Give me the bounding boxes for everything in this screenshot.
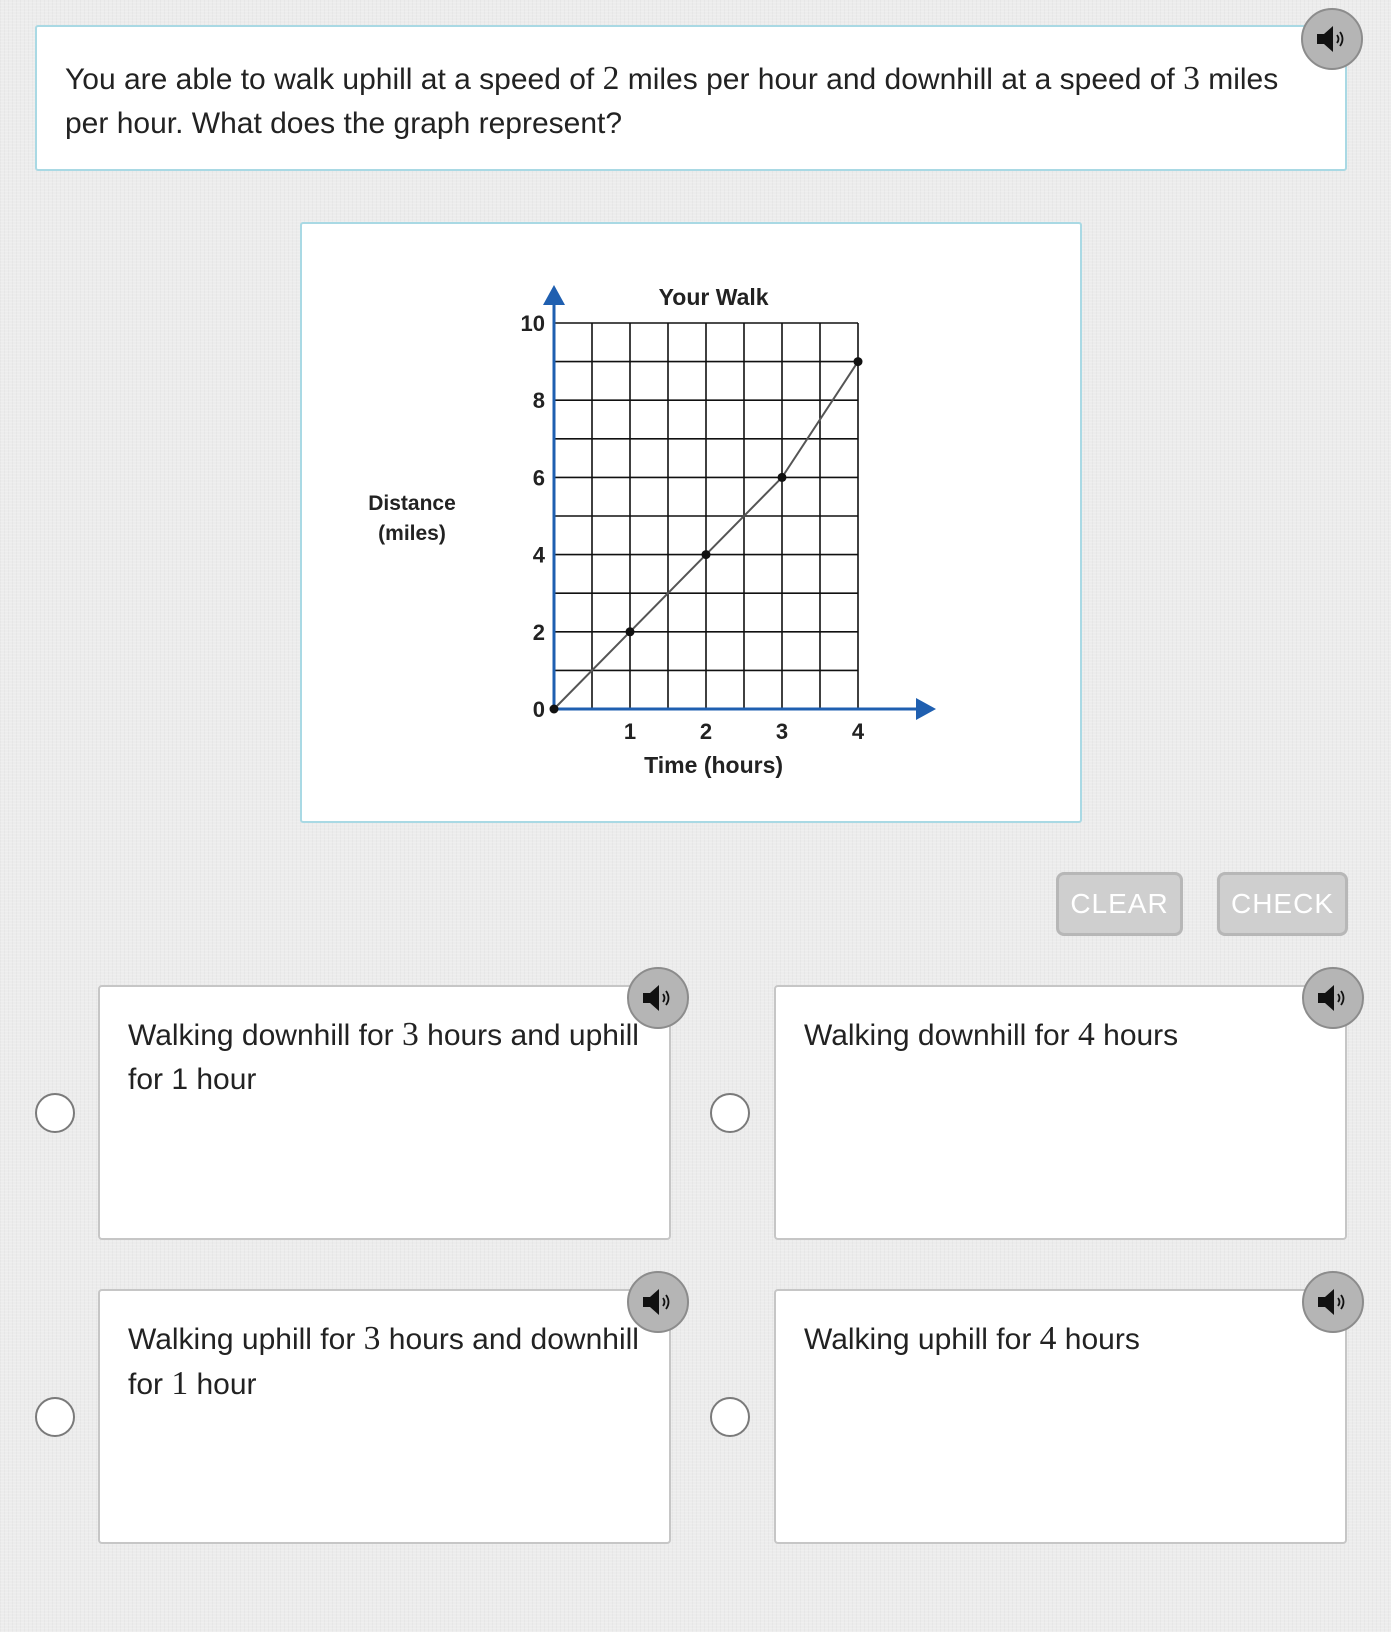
option-2-text-a: Walking downhill for bbox=[804, 1019, 1078, 1052]
y-tick-label: 6 bbox=[532, 465, 545, 491]
option-2-audio-button[interactable] bbox=[1302, 967, 1364, 1029]
clear-button[interactable]: CLEAR bbox=[1056, 872, 1183, 936]
option-3-text-c: hour bbox=[188, 1368, 257, 1401]
question-audio-button[interactable] bbox=[1301, 8, 1363, 70]
option-4-audio-button[interactable] bbox=[1302, 1271, 1364, 1333]
question-text-part2: miles per hour and downhill at a speed of bbox=[619, 63, 1184, 96]
option-1-text-b: hours and uphill for 1 hour bbox=[128, 1019, 639, 1096]
option-4-card[interactable] bbox=[774, 1289, 1347, 1544]
option-4-radio[interactable] bbox=[710, 1397, 750, 1437]
speaker-icon bbox=[641, 983, 675, 1013]
question-downhill-speed: 3 bbox=[1183, 60, 1200, 97]
option-3-audio-button[interactable] bbox=[627, 1271, 689, 1333]
option-3-radio[interactable] bbox=[35, 1397, 75, 1437]
x-axis-arrow bbox=[916, 698, 936, 720]
x-tick-label: 1 bbox=[623, 719, 637, 744]
y-tick-label: 4 bbox=[532, 542, 545, 568]
data-point bbox=[778, 473, 787, 482]
option-2-number: 4 bbox=[1078, 1016, 1095, 1053]
data-point bbox=[626, 627, 635, 636]
x-tick-label: 3 bbox=[775, 719, 789, 744]
option-3-text-a: Walking uphill for bbox=[128, 1323, 364, 1356]
speaker-icon bbox=[641, 1287, 675, 1317]
question-text-part3: miles per hour. What does the graph represent? bbox=[65, 63, 1279, 140]
question-box bbox=[35, 25, 1347, 171]
option-4-number: 4 bbox=[1039, 1320, 1057, 1357]
option-3-card[interactable] bbox=[98, 1289, 671, 1544]
walk-chart bbox=[302, 224, 1084, 825]
chart-title: Your Walk bbox=[658, 284, 769, 310]
y-axis-arrow bbox=[543, 285, 565, 305]
option-3-number-2: 1 bbox=[171, 1365, 189, 1402]
speaker-icon bbox=[1316, 983, 1350, 1013]
option-4-text-a: Walking uphill for bbox=[804, 1323, 1040, 1356]
x-axis-label: Time (hours) bbox=[644, 752, 784, 778]
option-1-text-a: Walking downhill for bbox=[128, 1019, 402, 1052]
option-2-radio[interactable] bbox=[710, 1093, 750, 1133]
data-point bbox=[854, 357, 863, 366]
x-tick-label: 2 bbox=[699, 719, 713, 744]
speaker-icon bbox=[1316, 1287, 1350, 1317]
y-tick-label: 8 bbox=[532, 388, 545, 414]
data-point bbox=[702, 550, 711, 559]
option-4-text-b: hours bbox=[1056, 1323, 1140, 1356]
y-axis-label-line1: Distance bbox=[368, 492, 456, 515]
option-1-radio[interactable] bbox=[35, 1093, 75, 1133]
data-point bbox=[550, 705, 559, 714]
y-axis-label-line2: (miles) bbox=[378, 522, 446, 545]
check-button[interactable]: CHECK bbox=[1217, 872, 1348, 936]
speaker-icon bbox=[1315, 24, 1349, 54]
y-tick-label: 10 bbox=[520, 311, 545, 336]
y-tick-label: 0 bbox=[532, 697, 545, 722]
option-3-number-1: 3 bbox=[363, 1320, 381, 1357]
option-3-text-b: hours and downhill for bbox=[128, 1323, 639, 1401]
option-2-card[interactable] bbox=[774, 985, 1347, 1240]
option-1-number: 3 bbox=[402, 1016, 419, 1053]
option-2-text-b: hours bbox=[1094, 1019, 1179, 1052]
graph-card bbox=[300, 222, 1082, 823]
x-tick-label: 4 bbox=[851, 719, 865, 744]
y-tick-label: 2 bbox=[532, 619, 545, 645]
question-text-part1: You are able to walk uphill at a speed of bbox=[65, 63, 603, 96]
question-uphill-speed: 2 bbox=[602, 60, 620, 97]
option-1-card[interactable] bbox=[98, 985, 671, 1240]
option-1-audio-button[interactable] bbox=[627, 967, 689, 1029]
